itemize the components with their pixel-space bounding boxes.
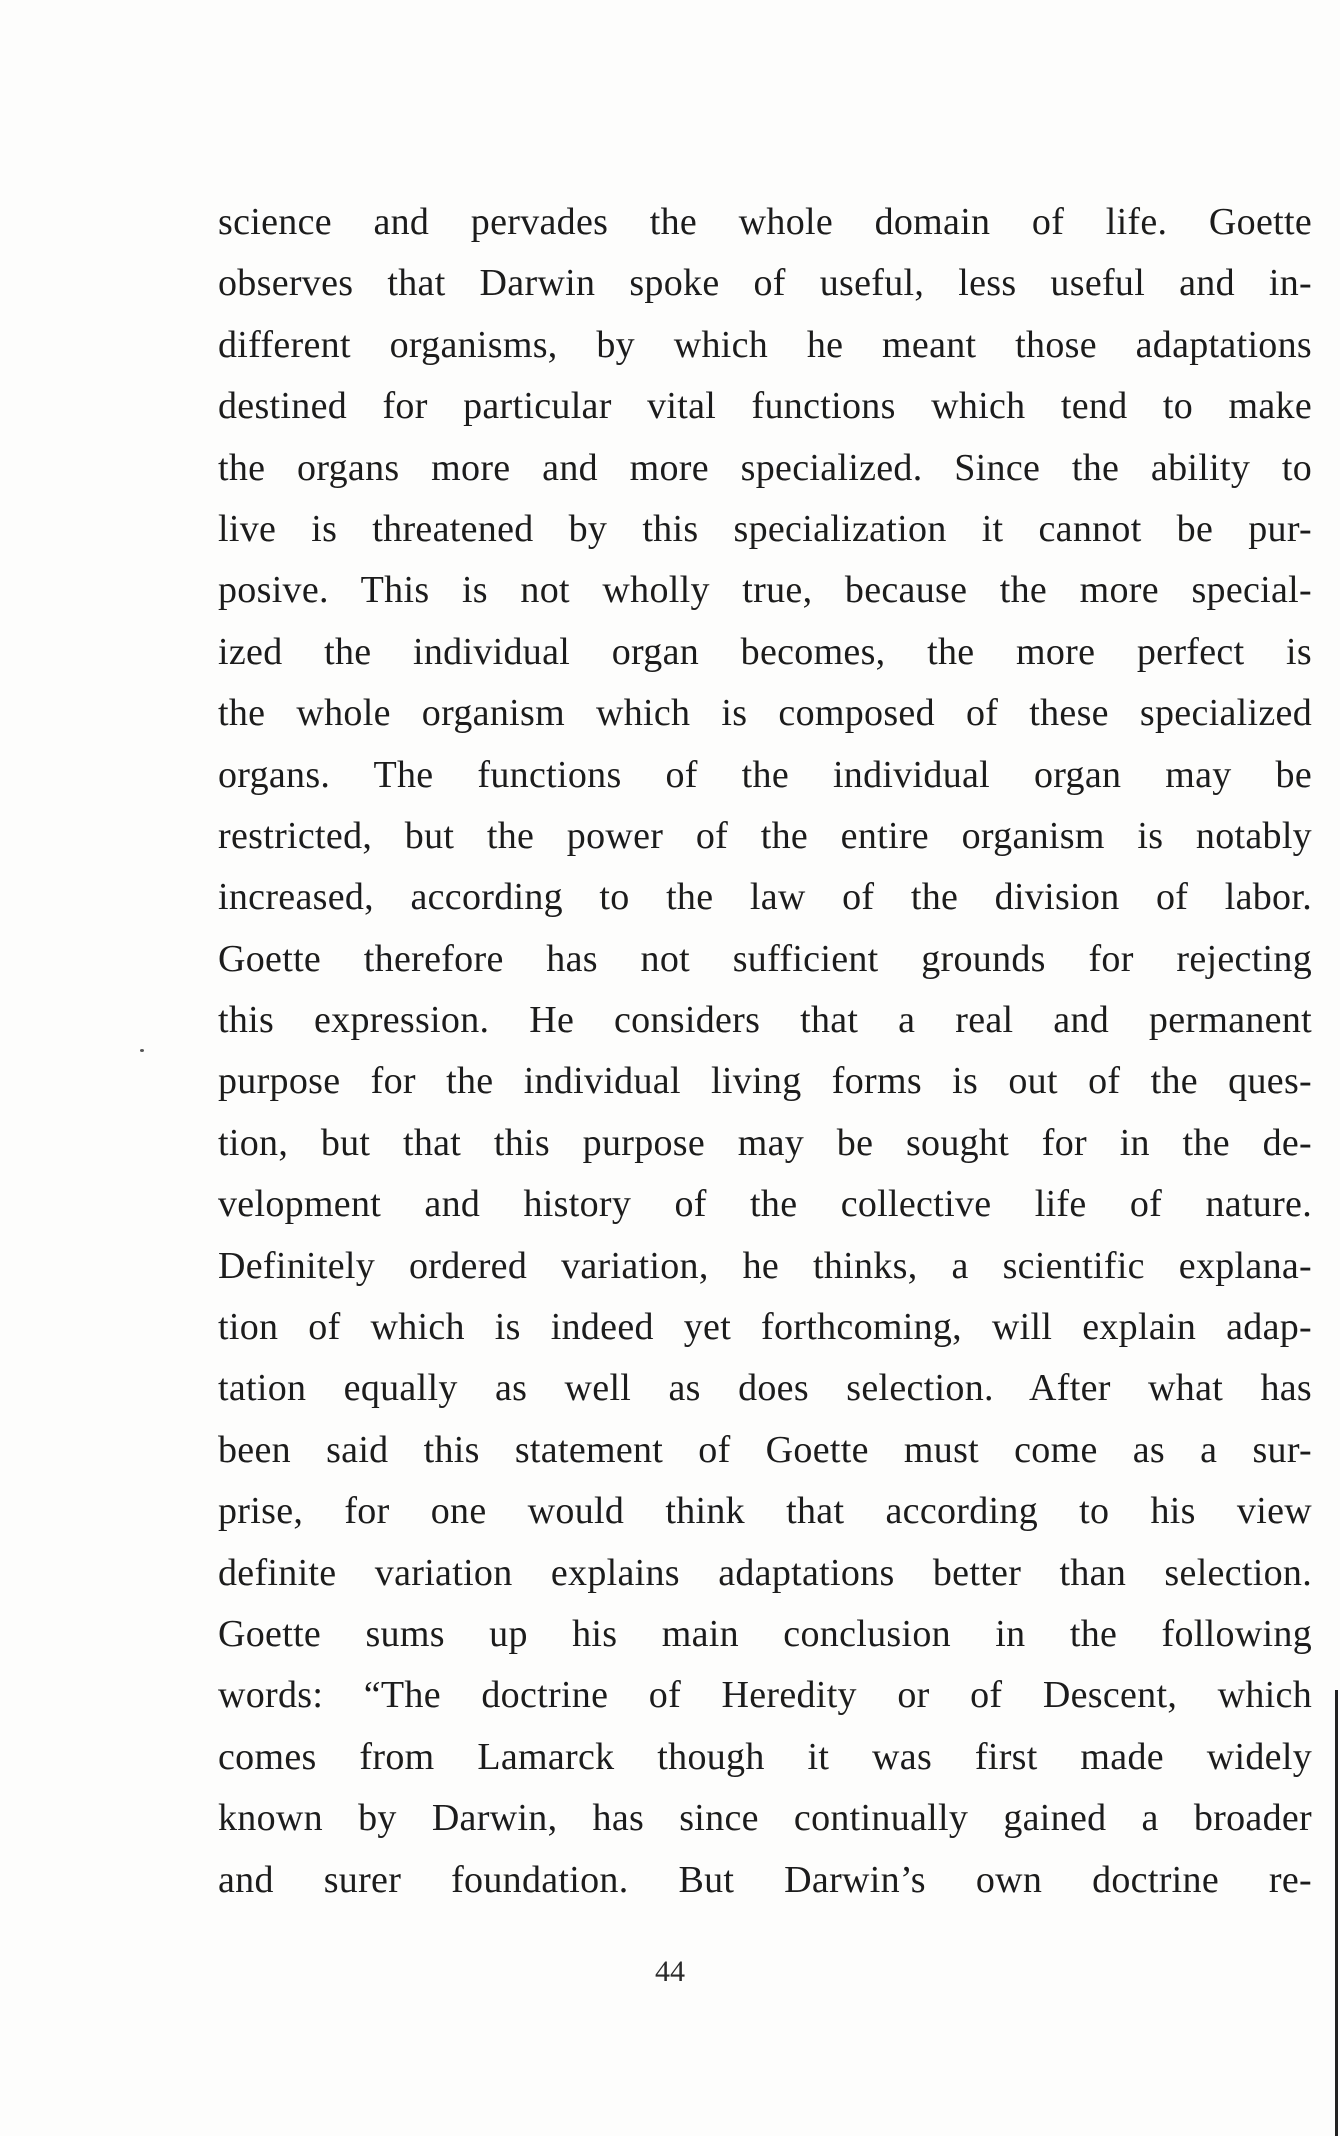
text-line: observes that Darwin spoke of useful, less useful and in-	[218, 262, 1312, 305]
text-line: science and pervades the whole domain of life. Goette	[218, 201, 1312, 243]
text-line: live is threatened by this specialization it cannot be pur-	[218, 507, 1312, 550]
text-line: Goette therefore has not sufficient grounds for rejecting	[218, 937, 1312, 980]
text-line: the whole organism which is composed of these specialized	[218, 692, 1312, 735]
text-line: velopment and history of the collective life of nature.	[218, 1183, 1312, 1226]
text-line: tion, but that this purpose may be sought for in the de-	[218, 1121, 1312, 1164]
text-line: definite variation explains adaptations better than selection.	[218, 1551, 1312, 1594]
text-line: prise, for one would think that according to his view	[218, 1490, 1312, 1533]
page-number: 44	[655, 1955, 685, 1988]
text-line: the organs more and more specialized. Since the ability to	[218, 446, 1312, 489]
text-line: posive. This is not wholly true, because the more special-	[218, 569, 1312, 612]
text-line: Definitely ordered variation, he thinks, a scientific explana-	[218, 1244, 1312, 1287]
text-line: ized the individual organ becomes, the more perfect is	[218, 630, 1312, 673]
text-line: words: “The doctrine of Heredity or of Descent, which	[218, 1674, 1312, 1717]
text-line: tation equally as well as does selection. After what has	[218, 1367, 1312, 1410]
text-line: destined for particular vital functions which tend to make	[218, 385, 1312, 428]
text-line: comes from Lamarck though it was first made widely	[218, 1735, 1312, 1778]
text-line: tion of which is indeed yet forthcoming, will explain adap-	[218, 1306, 1312, 1349]
text-line: and surer foundation. But Darwin’s own doctrine re-	[218, 1858, 1312, 1901]
text-line: known by Darwin, has since continually gained a broader	[218, 1797, 1312, 1840]
text-line: purpose for the individual living forms is out of the ques-	[218, 1060, 1312, 1103]
text-line: restricted, but the power of the entire organism is notably	[218, 814, 1312, 857]
text-line: increased, according to the law of the division of labor.	[218, 876, 1312, 919]
text-line: organs. The functions of the individual organ may be	[218, 753, 1312, 796]
text-line: been said this statement of Goette must come as a sur-	[218, 1428, 1312, 1471]
page-edge-shadow	[1335, 1690, 1338, 2136]
ink-speck	[140, 1049, 144, 1052]
body-text	[218, 192, 1312, 1911]
text-line: different organisms, by which he meant those adaptations	[218, 323, 1312, 366]
text-line: Goette sums up his main conclusion in the following	[218, 1612, 1312, 1655]
text-line: this expression. He considers that a real and permanent	[218, 999, 1312, 1042]
